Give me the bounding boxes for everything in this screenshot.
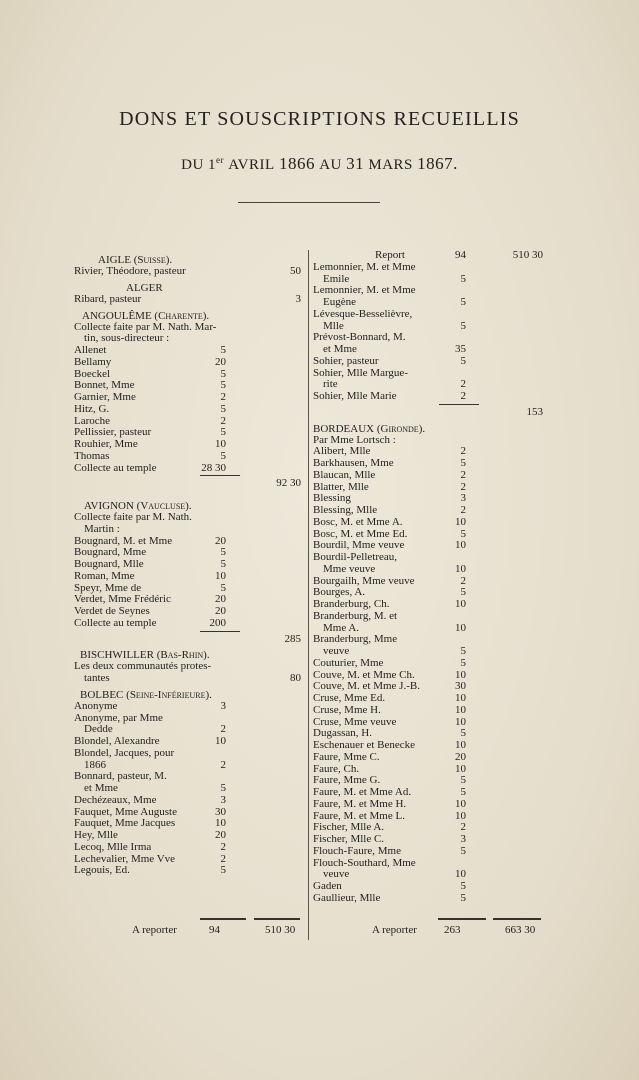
- footer-rule-left-sub: [200, 918, 246, 920]
- amount: 10: [455, 539, 466, 552]
- donor-name: Faure, M. et Mme H.: [313, 797, 407, 810]
- amount: 30: [215, 805, 226, 818]
- donation-line: [74, 392, 305, 404]
- amount: 5: [460, 844, 466, 857]
- amount: 2: [460, 445, 466, 458]
- amount: 10: [215, 569, 226, 582]
- amount: 2: [220, 758, 226, 771]
- amount: 5: [460, 354, 466, 367]
- donor-name: Boeckel: [74, 367, 111, 380]
- donor-name: Cruse, Mme H.: [313, 703, 381, 716]
- donation-line: [313, 599, 545, 611]
- amount: 10: [455, 621, 466, 634]
- donor-name: Bougnard, Mme: [74, 546, 147, 559]
- donor-name: Speyr, Mme de: [74, 581, 142, 594]
- amount: 5: [460, 880, 466, 892]
- donation-line: [74, 865, 305, 877]
- amount: 10: [455, 515, 466, 528]
- section-heading: BORDEAUX (Gironde).: [313, 422, 426, 435]
- amount: 5: [460, 774, 466, 787]
- donation-line: [313, 881, 545, 893]
- donor-name: Par Mme Lortsch :: [313, 433, 396, 446]
- subtitle-day-one: 1er: [208, 155, 225, 173]
- amount: 200: [209, 616, 226, 629]
- section-heading: AVIGNON (Vaucluse).: [84, 500, 192, 512]
- donation-line: [313, 517, 545, 529]
- donation-line: [74, 673, 305, 685]
- subtitle-au: AU: [319, 157, 342, 173]
- donation-line: [313, 658, 545, 670]
- donor-name: Anonyme, par Mme: [74, 711, 163, 724]
- donor-name: Lecoq, Mlle Irma: [74, 840, 152, 853]
- donor-name: Couturier, Mme: [313, 656, 384, 669]
- donor-name: Lemonnier, M. et Mme: [313, 260, 416, 273]
- donor-name: Bougnard, Mlle: [74, 558, 144, 570]
- amount: 3: [220, 699, 226, 712]
- donor-name: Bosc, M. et Mme Ed.: [313, 527, 408, 540]
- donor-name: Sohier, Mlle Margue-: [313, 366, 408, 379]
- donation-line: [313, 356, 545, 368]
- donation-line: [74, 439, 305, 451]
- amount: 2: [460, 378, 466, 391]
- amount: 5: [220, 402, 226, 415]
- amount: 10: [455, 668, 466, 681]
- title-rule: [238, 202, 380, 203]
- donor-name: Blondel, Jacques, pour: [74, 746, 175, 759]
- donation-line: [313, 787, 545, 799]
- donor-name: Dugassan, H.: [313, 727, 372, 740]
- donation-line: [74, 478, 305, 490]
- amount: 5: [220, 581, 226, 594]
- donation-line: [313, 799, 545, 811]
- donation-line: [74, 618, 305, 630]
- donation-line: [313, 646, 545, 658]
- amount: 2: [460, 574, 466, 587]
- page-title: DONS ET SOUSCRIPTIONS RECUEILLIS: [119, 108, 520, 130]
- carry-total-left: 510 30: [265, 924, 296, 936]
- donor-name: Blondel, Alexandre: [74, 735, 160, 747]
- donor-name: Bonnard, pasteur, M.: [74, 770, 167, 783]
- donation-line: [74, 606, 305, 618]
- donation-line: [313, 262, 545, 274]
- subtitle-avril: AVRIL: [228, 157, 275, 173]
- donor-name: Bourges, A.: [313, 586, 366, 599]
- right-column: [313, 250, 545, 905]
- amount: 3: [460, 492, 466, 505]
- subtitle-day-end: 31: [346, 154, 365, 173]
- amount: 10: [455, 692, 466, 704]
- donor-name: Fauquet, Mme Auguste: [74, 805, 177, 818]
- donor-name: Verdet, Mme Frédéric: [74, 593, 171, 606]
- amount: 5: [460, 527, 466, 540]
- donor-name: Allenet: [74, 344, 107, 356]
- donor-name: Fauquet, Mme Jacques: [74, 817, 176, 830]
- carry-subtotal-left: 94: [209, 924, 220, 936]
- donor-name: Cruse, Mme veuve: [313, 715, 397, 728]
- donation-line: [74, 748, 305, 760]
- section-total: 50: [290, 265, 301, 277]
- donor-name: Hitz, G.: [74, 402, 110, 415]
- donor-name: Lemonnier, M. et Mme: [313, 284, 416, 297]
- donation-line: [74, 842, 305, 854]
- donor-name: Mme veuve: [323, 562, 376, 575]
- section-heading: ALGER: [126, 281, 163, 294]
- donor-name: Gaullieur, Mlle: [313, 891, 381, 904]
- donation-line: [74, 294, 305, 306]
- donor-name: Sohier, Mlle Marie: [313, 390, 397, 402]
- section-total: 3: [295, 292, 301, 305]
- section-total: 80: [290, 672, 301, 684]
- donation-line: [313, 846, 545, 858]
- footer-rule-right-total: [493, 918, 541, 920]
- donor-name: Verdet de Seynes: [74, 605, 150, 617]
- donation-line: [313, 470, 545, 482]
- donor-name: Blessing, Mlle: [313, 504, 378, 516]
- donor-name: rite: [323, 378, 338, 391]
- amount: 10: [455, 562, 466, 575]
- column-divider: [308, 250, 309, 940]
- donation-line: [313, 693, 545, 705]
- section-total: 285: [284, 632, 301, 645]
- amount: 20: [215, 534, 226, 547]
- donor-name: Dechézeaux, Mme: [74, 793, 157, 806]
- donation-line: [74, 701, 305, 713]
- amount: 20: [215, 605, 226, 617]
- donation-line: [74, 404, 305, 416]
- amount: 2: [460, 468, 466, 481]
- donor-name: Pellissier, pasteur: [74, 426, 152, 439]
- amount: 10: [215, 438, 226, 450]
- amount: 20: [455, 750, 466, 763]
- donor-name: Faure, Mme G.: [313, 774, 381, 787]
- amount: 2: [460, 390, 466, 402]
- donor-name: Bellamy: [74, 355, 112, 368]
- donor-name: Couve, M. et Mme Ch.: [313, 668, 415, 681]
- donation-line: [313, 407, 545, 419]
- donor-name: Emile: [323, 272, 350, 285]
- donation-line: [313, 611, 545, 623]
- amount: 10: [455, 797, 466, 810]
- donor-name: Couve, M. et Mme J.-B.: [313, 680, 420, 693]
- amount: 5: [220, 449, 226, 462]
- amount: 20: [215, 355, 226, 368]
- donor-name: Bonnet, Mme: [74, 379, 135, 392]
- donor-name: Collecte au temple: [74, 616, 157, 629]
- amount: 20: [215, 593, 226, 606]
- amount: 5: [460, 786, 466, 798]
- donor-name: Collecte faite par M. Nath. Mar-: [74, 320, 217, 333]
- donor-name: Blaucan, Mlle: [313, 468, 376, 481]
- donor-name: Lechevalier, Mme Vve: [74, 852, 176, 865]
- donation-line: [74, 634, 305, 646]
- donor-name: Eugène: [323, 296, 356, 308]
- donor-name: Thomas: [74, 449, 110, 462]
- donation-line: [313, 752, 545, 764]
- donation-line: [313, 705, 545, 717]
- amount: 2: [220, 852, 226, 865]
- donor-name: Eschenauer et Benecke: [313, 739, 415, 751]
- donor-name: Prévost-Bonnard, M.: [313, 331, 406, 344]
- amount: 10: [455, 703, 466, 716]
- section-total: 153: [526, 405, 543, 418]
- donor-name: Barkhausen, Mme: [313, 457, 394, 469]
- donation-line: [74, 736, 305, 748]
- donor-name: Branderburg, M. et: [313, 609, 398, 622]
- donor-name: Flouch-Southard, Mme: [313, 856, 416, 869]
- donation-line: [313, 391, 545, 403]
- amount: 5: [220, 864, 226, 877]
- donor-name: tantes: [84, 672, 110, 684]
- donor-name: Fischer, Mlle A.: [313, 821, 385, 834]
- donor-name: Fischer, Mlle C.: [313, 833, 385, 845]
- carry-subtotal-right: 263: [444, 924, 461, 936]
- donor-name: Rouhier, Mme: [74, 438, 138, 450]
- left-column: [74, 250, 305, 877]
- donor-name: Lévesque-Besselièvre,: [313, 307, 413, 320]
- donor-name: Collecte faite par M. Nath.: [74, 511, 192, 523]
- section-total: 92 30: [276, 477, 301, 490]
- date-range-subtitle: [0, 154, 639, 174]
- amount: 5: [460, 891, 466, 904]
- section-heading: BOLBEC (Seine-Inférieure).: [80, 688, 212, 701]
- section-heading: BISCHWILLER (Bas-Rhin).: [80, 649, 210, 662]
- amount: 30: [455, 680, 466, 693]
- donation-line: [313, 368, 545, 380]
- amount: 2: [220, 840, 226, 853]
- donor-name: Laroche: [74, 414, 111, 427]
- donation-line: [74, 451, 305, 463]
- donor-name: tin, sous-directeur :: [84, 332, 170, 345]
- donation-line: [313, 740, 545, 752]
- donation-line: [74, 357, 305, 369]
- donation-line: [74, 266, 305, 278]
- donor-name: Bourdil-Pelletreau,: [313, 551, 398, 563]
- amount: 2: [220, 414, 226, 427]
- donor-name: Branderburg, Mme: [313, 633, 398, 646]
- amount: 20: [215, 829, 226, 841]
- donor-name: Les deux communautés protes-: [74, 660, 212, 673]
- donor-name: Rivier, Théodore, pasteur: [74, 265, 186, 277]
- donor-name: Martin :: [84, 522, 120, 535]
- donation-line: [313, 344, 545, 356]
- donation-line: [313, 250, 545, 262]
- donor-name: Blatter, Mlle: [313, 480, 369, 493]
- donation-line: [74, 830, 305, 842]
- donation-line: [74, 559, 305, 571]
- amount: 5: [460, 586, 466, 599]
- amount: 2: [460, 504, 466, 516]
- amount: 5: [220, 426, 226, 439]
- subtitle-year-start: 1866: [278, 154, 315, 173]
- amount: 5: [220, 546, 226, 559]
- donor-name: Anonyme: [74, 699, 118, 712]
- donation-line: [313, 564, 545, 576]
- donor-name: Ribard, pasteur: [74, 292, 142, 305]
- amount: 5: [220, 379, 226, 392]
- carry-label-right: A reporter: [372, 924, 417, 936]
- donation-line: [313, 893, 545, 905]
- subtitle-year-end: 1867.: [417, 154, 458, 173]
- carry-label-left: A reporter: [132, 924, 177, 936]
- donor-name: Cruse, Mme Ed.: [313, 692, 386, 704]
- donation-line: [313, 297, 545, 309]
- donor-name: Legouis, Ed.: [74, 864, 130, 877]
- amount: 10: [215, 817, 226, 830]
- donor-name: Garnier, Mme: [74, 391, 136, 403]
- donation-line: [313, 458, 545, 470]
- amount: 2: [460, 480, 466, 493]
- donor-name: Bourgailh, Mme veuve: [313, 574, 415, 587]
- donor-name: Mme A.: [323, 621, 360, 634]
- donor-name: Faure, Mme C.: [313, 750, 380, 763]
- donation-line: [74, 524, 305, 536]
- amount: 10: [455, 809, 466, 822]
- amount: 5: [460, 457, 466, 469]
- donation-line: [74, 795, 305, 807]
- donor-name: Bourdil, Mme veuve: [313, 539, 405, 552]
- donor-name: Mlle: [323, 319, 344, 332]
- donor-name: et Mme: [84, 782, 118, 794]
- donor-name: Report: [375, 249, 405, 261]
- amount: 5: [220, 367, 226, 380]
- donor-name: Faure, Ch.: [313, 762, 360, 775]
- amount: 2: [220, 723, 226, 736]
- donation-line: [74, 512, 305, 524]
- footer-rule-left-total: [254, 918, 300, 920]
- donor-name: veuve: [323, 645, 350, 657]
- amount: 5: [460, 645, 466, 657]
- section-total: 510 30: [512, 249, 543, 261]
- donation-line: [74, 571, 305, 583]
- donor-name: veuve: [323, 868, 350, 881]
- donor-name: Alibert, Mlle: [313, 445, 371, 458]
- section-heading: AIGLE (Suisse).: [98, 254, 173, 266]
- donor-name: Collecte au temple: [74, 461, 157, 474]
- donation-line: [313, 834, 545, 846]
- donor-name: Hey, Mlle: [74, 829, 118, 841]
- donation-line: [313, 309, 545, 321]
- carry-total-right: 663 30: [505, 924, 536, 936]
- donor-name: Faure, M. et Mme Ad.: [313, 786, 412, 798]
- donor-name: Branderburg, Ch.: [313, 598, 390, 610]
- amount: 5: [460, 319, 466, 332]
- amount: 3: [460, 833, 466, 845]
- donation-line: [74, 345, 305, 357]
- amount: 5: [220, 344, 226, 356]
- amount: 5: [460, 727, 466, 740]
- amount: 94: [455, 249, 466, 261]
- donation-line: [74, 783, 305, 795]
- amount: 10: [455, 868, 466, 881]
- subtitle-mars: MARS: [368, 157, 413, 173]
- section-heading: ANGOULÊME (Charente).: [82, 309, 210, 322]
- amount: 5: [460, 272, 466, 285]
- amount: 10: [455, 715, 466, 728]
- amount: 35: [455, 343, 466, 355]
- donation-line: [313, 505, 545, 517]
- amount: 5: [220, 782, 226, 794]
- donor-name: Dedde: [84, 723, 113, 736]
- amount: 10: [455, 598, 466, 610]
- footer-rule-right-sub: [438, 918, 486, 920]
- amount: 10: [215, 735, 226, 747]
- donor-name: Bosc, M. et Mme A.: [313, 515, 403, 528]
- amount: 3: [220, 793, 226, 806]
- donation-line: [313, 869, 545, 881]
- amount: 28 30: [201, 461, 226, 474]
- amount: 2: [220, 391, 226, 403]
- donor-name: Gaden: [313, 880, 342, 892]
- donor-name: Flouch-Faure, Mme: [313, 844, 401, 857]
- donor-name: Faure, M. et Mme L.: [313, 809, 405, 822]
- donor-name: Bougnard, M. et Mme: [74, 534, 173, 547]
- donor-name: Blessing: [313, 492, 351, 505]
- donation-line: [74, 463, 305, 475]
- donation-line: [313, 552, 545, 564]
- amount: 10: [455, 739, 466, 751]
- donation-line: [74, 333, 305, 345]
- amount: 5: [460, 656, 466, 669]
- donor-name: et Mme: [323, 343, 357, 355]
- donor-name: Roman, Mme: [74, 569, 135, 582]
- subtitle-du: DU: [181, 157, 204, 173]
- amount: 5: [460, 296, 466, 308]
- amount: 10: [455, 762, 466, 775]
- donor-name: 1866: [84, 758, 106, 771]
- donor-name: Sohier, pasteur: [313, 354, 379, 367]
- amount: 2: [460, 821, 466, 834]
- amount: 5: [220, 558, 226, 570]
